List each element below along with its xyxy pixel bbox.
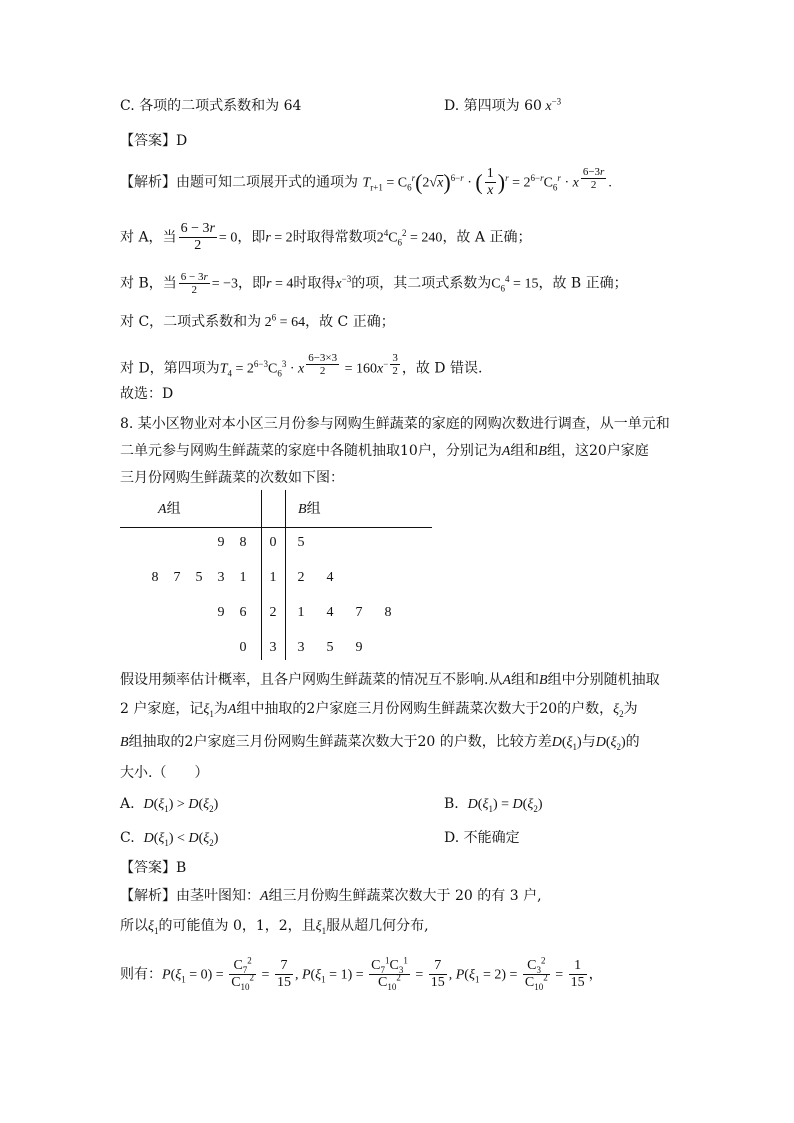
b-leaf: 8 — [384, 605, 392, 620]
b-leaf: 3 — [297, 640, 305, 655]
q8-analysis2: 所以$\xi_1$的可能值为 0，1，2，且$\xi_1$服从超几何分布, — [120, 918, 429, 936]
group-a-header: A组 — [158, 501, 181, 517]
q7-answer: 【答案】D — [120, 133, 188, 149]
option-c: C. 各项的二项式系数和为 64 — [120, 98, 302, 114]
q8-answer: 【答案】B — [120, 860, 187, 876]
q8-para4: 大小.（ ） — [120, 765, 209, 781]
stem-0: 0 — [269, 535, 277, 550]
q7-line-c: 对 C，二项式系数和为 $2^6 = 64$，故 C 正确； — [120, 312, 395, 330]
stem-3: 3 — [269, 640, 277, 655]
q8-analysis: 【解析】由茎叶图知：A组三月份购生鲜蔬菜次数大于 20 的有 3 户, — [120, 888, 542, 904]
q7-line-a: 对 A，当 $\frac{6 - 3r}{2}$ = 0，即r = 2时取得常数项$2^4C_6^2 = 240$，故 A 正确； — [120, 221, 532, 253]
q8-line1: 8. 某小区物业对本小区三月份参与网购生鲜蔬菜的家庭的网购次数进行调查，从一单元和 — [120, 416, 670, 432]
a-leaf: 7 — [173, 570, 181, 585]
stem-leaf-plot — [120, 490, 432, 660]
b-leaf: 5 — [297, 535, 305, 550]
b-leaf: 1 — [297, 605, 305, 620]
b-leaf: 4 — [326, 570, 334, 585]
q8-line2: 二单元参与网购生鲜蔬菜的家庭中各随机抽取10户，分别记为A组和B组，这20户家庭 — [120, 443, 649, 459]
q8-option-b: B. $D(\xi_1) = D(\xi_2)$ — [444, 796, 543, 814]
b-leaf: 7 — [355, 605, 363, 620]
q8-line3: 三月份网购生鲜蔬菜的次数如下图： — [120, 470, 344, 486]
a-leaf: 9 — [217, 605, 225, 620]
q7-choice: 故选：D — [120, 386, 174, 402]
q7-analysis: 【解析】由题可知二项展开式的通项为 $T_{r+1} = C_6^r(2√x)^{6-r}$ · ( $\frac{1}{x}$ )$^r = 2^{6-r}C_6^r \cdot x$ $^{\frac{6-3r}{2}}$ . — [120, 166, 612, 199]
a-leaf: 3 — [217, 570, 225, 585]
stem-divider-right — [285, 490, 286, 660]
a-leaf: 1 — [239, 570, 247, 585]
q8-probabilities: 则有：$P(\xi_1 = 0)$ = $\frac{C_7^2}{C_{10}^2}$ = $\frac{7}{15}$ , $P(\xi_1 = 1)$ = $\frac{C_7^1C_3^1}{C_{10}^2}$ = $\frac{7}{15}$ , $P(\xi_1 = 2)$ = $\frac{C_3^2}{C_{10}^2}$ = $\frac{1}{15}$ ， — [120, 955, 603, 992]
b-leaf: 4 — [326, 605, 334, 620]
stem-2: 2 — [269, 605, 277, 620]
q8-para1: 假设用频率估计概率，且各户网购生鲜蔬菜的情况互不影响.从A组和B组中分别随机抽取 — [120, 672, 660, 688]
stem-divider-left — [261, 490, 262, 660]
q8-option-d: D. 不能确定 — [444, 830, 520, 846]
b-leaf: 5 — [326, 640, 334, 655]
a-leaf: 5 — [195, 570, 203, 585]
a-leaf: 0 — [239, 640, 247, 655]
q7-line-b: 对 B，当 $\frac{6 - 3r}{2}$ = −3，即r = 4时取得$x^{-3}$的项，其二项式系数为$C_6^4 = 15$，故 B 正确； — [120, 271, 628, 296]
a-leaf: 9 — [217, 535, 225, 550]
option-d: D. 第四项为 60 $x^{-3}$ — [444, 96, 562, 114]
a-leaf: 6 — [239, 605, 247, 620]
a-leaf: 8 — [239, 535, 247, 550]
q7-line-d: 对 D，第四项为$T_4 = 2^{6-3}C_6^3 \cdot x$ $^{\frac{6-3\times 3}{2}}$ = $160x^{- \frac{3}{2}}$ ，故 D 错误. — [120, 352, 483, 379]
q8-option-a: A. $D(\xi_1) > D(\xi_2)$ — [120, 796, 219, 814]
stem-1: 1 — [269, 570, 277, 585]
b-leaf: 2 — [297, 570, 305, 585]
group-b-header: B组 — [298, 501, 321, 517]
q8-para2: 2 户家庭，记$\xi_1$为A组中抽取的2户家庭三月份网购生鲜蔬菜次数大于20的户数，$\xi_2$为 — [120, 701, 638, 719]
q8-para3: B组抽取的2户家庭三月份网购生鲜蔬菜次数大于20 的户数，比较方差$D(\xi_1)$与$D(\xi_2)$的 — [120, 734, 640, 752]
b-leaf: 9 — [355, 640, 363, 655]
q8-option-c: C. $D(\xi_1) < D(\xi_2)$ — [120, 830, 219, 848]
a-leaf: 8 — [151, 570, 159, 585]
header-divider — [120, 527, 432, 528]
